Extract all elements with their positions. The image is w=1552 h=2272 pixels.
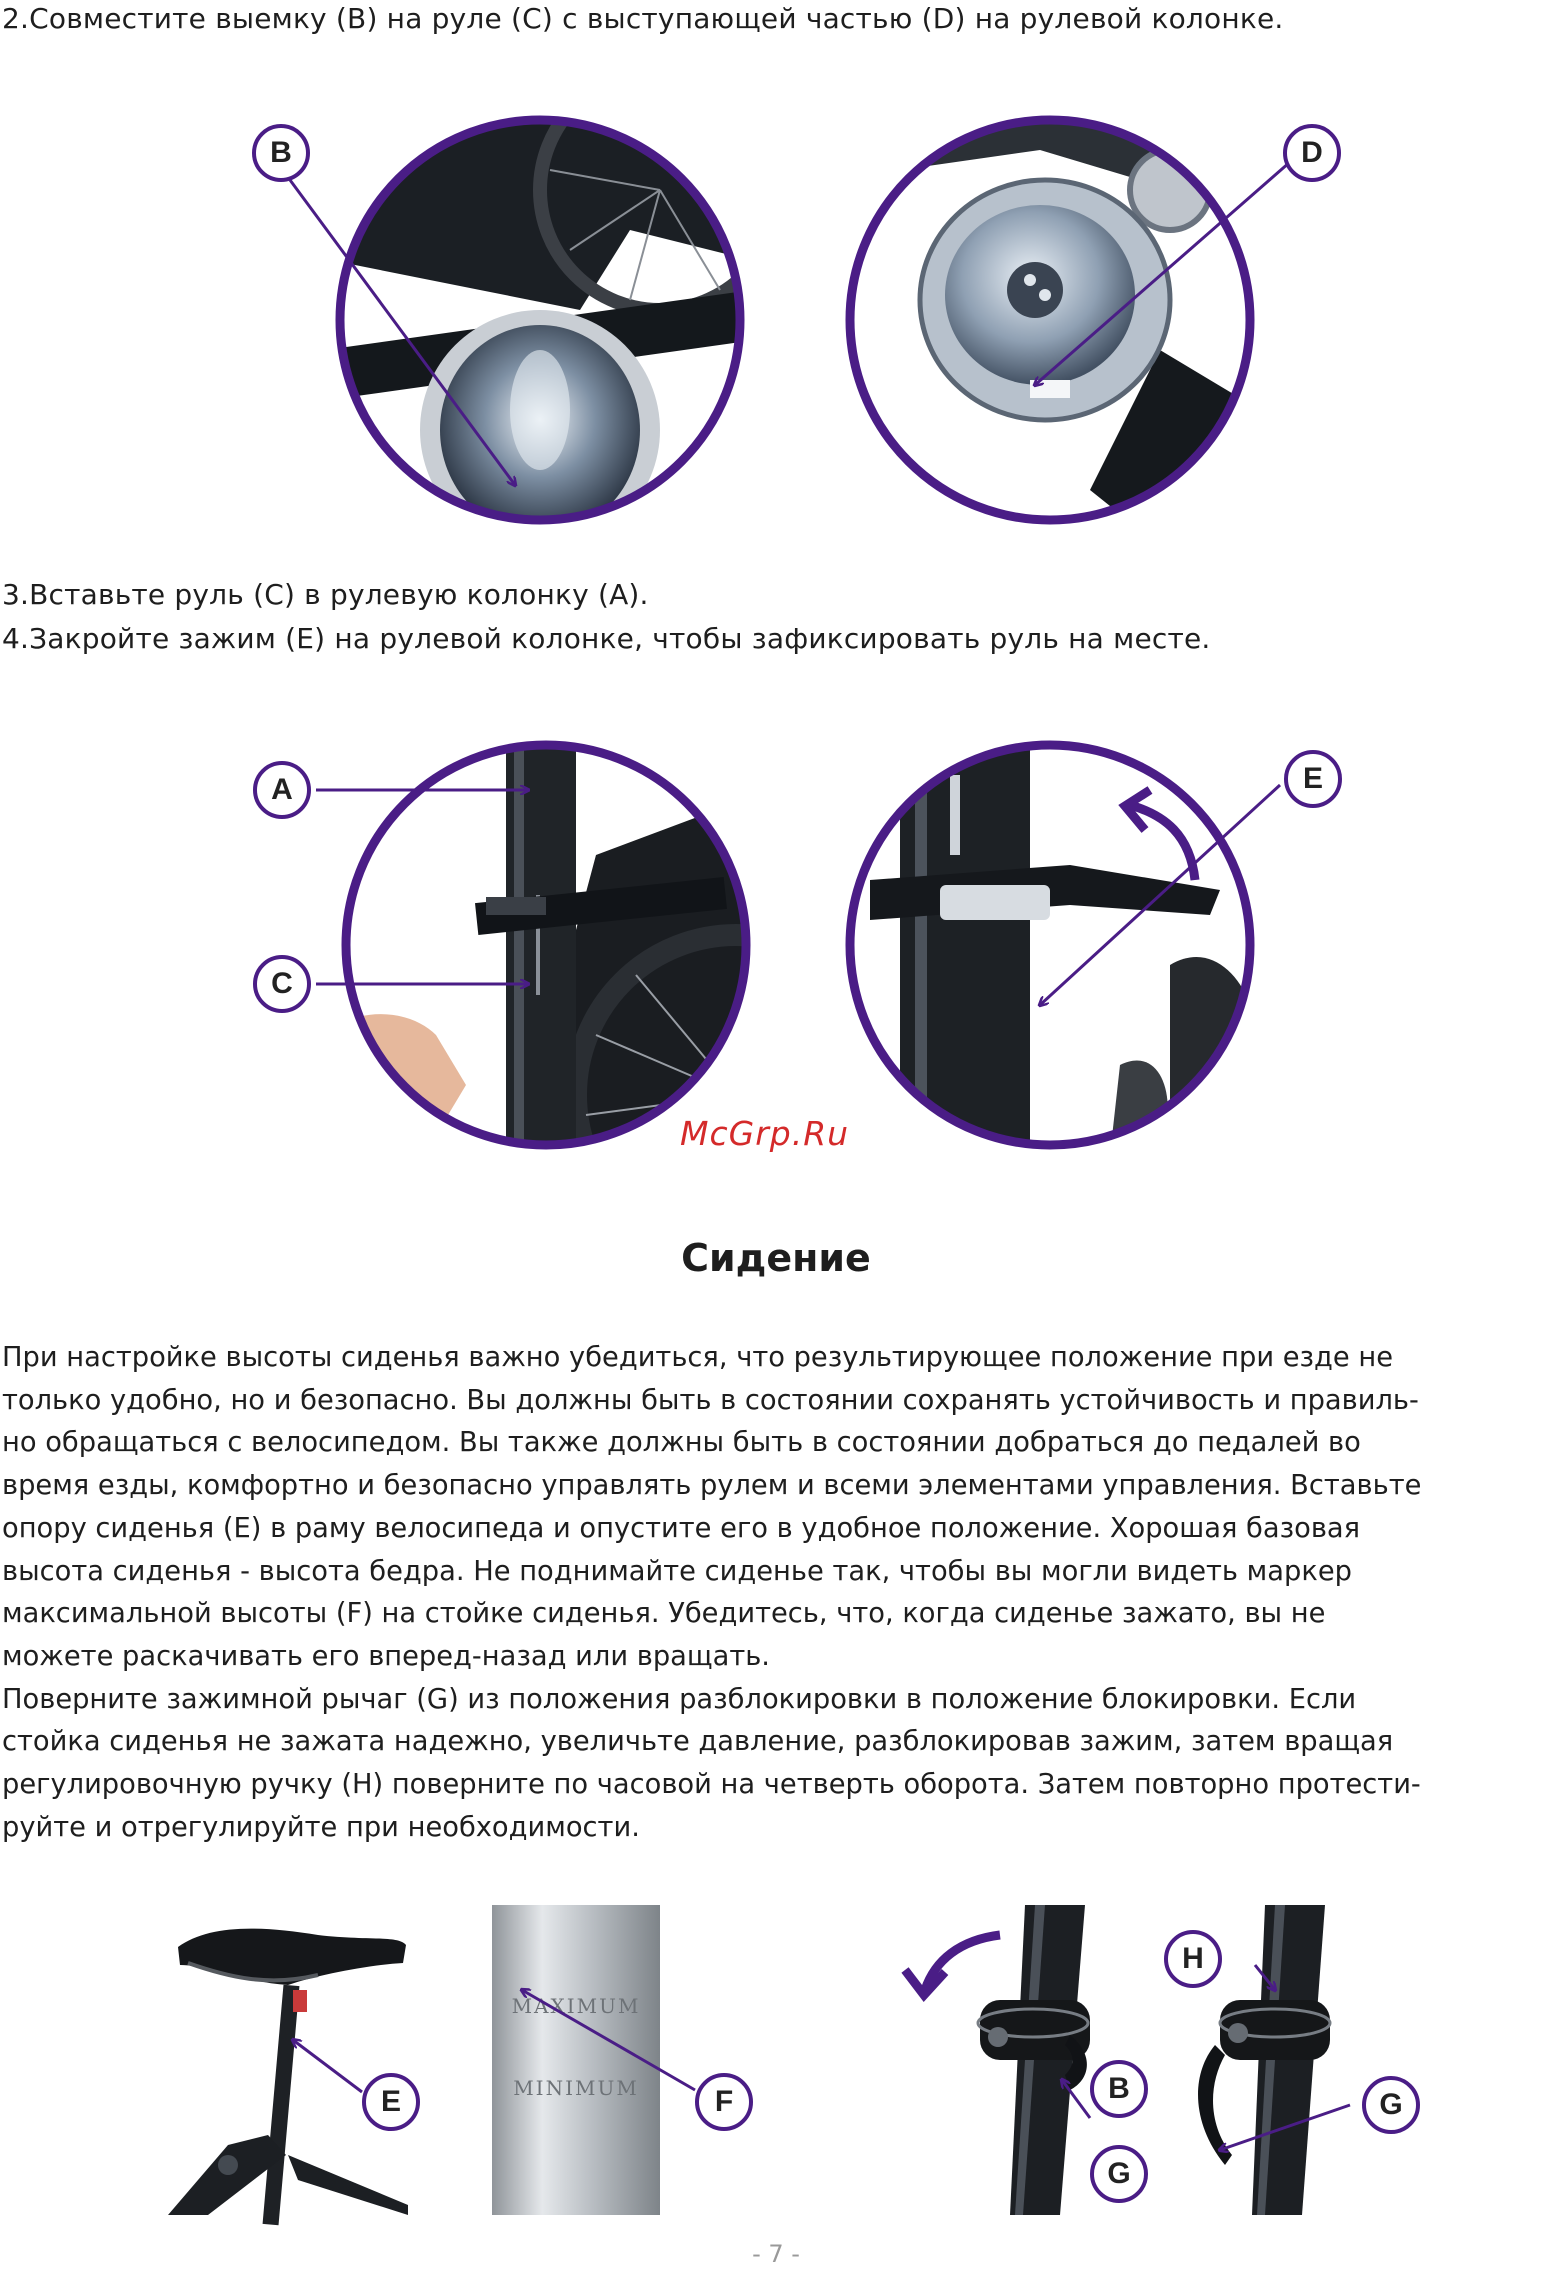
callout-clamp-g-right: G xyxy=(1362,2076,1420,2134)
paragraph-line: только удобно, но и безопасно. Вы должны быть в состоянии сохранять устойчивость и правиль- xyxy=(2,1384,1419,1416)
paragraph-line: но обращаться с велосипедом. Вы также должны быть в состоянии добраться до педалей во xyxy=(2,1427,1361,1459)
max-marking: MAXIMUM xyxy=(511,1994,641,2018)
callout-clamp-b: B xyxy=(1090,2060,1148,2118)
step-4-text: 4.Закройте зажим (E) на рулевой колонке, чтобы зафиксировать руль на месте. xyxy=(2,622,1211,655)
min-marking: MINIMUM xyxy=(513,2076,639,2100)
paragraph-line: максимальной высоты (F) на стойке сиденья. Убедитесь, что, когда сиденье зажато, вы не xyxy=(2,1598,1326,1630)
callout-a: A xyxy=(253,761,311,819)
callout-seat-e: E xyxy=(362,2073,420,2131)
paragraph-line: высота сиденья - высота бедра. Не поднимайте сиденье так, чтобы вы могли видеть маркер xyxy=(2,1555,1352,1587)
paragraph-line: стойка сиденья не зажата надежно, увеличьте давление, разблокировав зажим, затем вращая xyxy=(2,1726,1394,1758)
paragraph-line: время езды, комфортно и безопасно управлять рулем и всеми элементами управления. Вставьте xyxy=(2,1470,1422,1502)
callout-clamp-g-left: G xyxy=(1090,2145,1148,2203)
paragraph-line: регулировочную ручку (H) поверните по часовой на четверть оборота. Затем повторно протести- xyxy=(2,1769,1421,1801)
callout-b: B xyxy=(252,124,310,182)
callout-seat-f: F xyxy=(695,2073,753,2131)
callout-clamp-h: H xyxy=(1164,1930,1222,1988)
callout-e: E xyxy=(1284,750,1342,808)
page-number: - 7 - xyxy=(752,2240,800,2268)
step-3-text: 3.Вставьте руль (C) в рулевую колонку (A). xyxy=(2,578,649,611)
callout-d: D xyxy=(1283,124,1341,182)
step-2-text: 2.Совместите выемку (B) на руле (C) с выступающей частью (D) на рулевой колонке. xyxy=(2,2,1284,35)
callout-c: C xyxy=(253,955,311,1013)
paragraph-line: Поверните зажимной рычаг (G) из положения разблокировки в положение блокировки. Если xyxy=(2,1683,1357,1715)
watermark: McGrp.Ru xyxy=(680,1114,850,1153)
paragraph-line: При настройке высоты сиденья важно убедиться, что результирующее положение при езде не xyxy=(2,1342,1394,1373)
paragraph-line: опору сиденья (E) в раму велосипеда и опустите его в удобное положение. Хорошая базовая xyxy=(2,1512,1361,1544)
section-title: Сидение xyxy=(681,1236,871,1280)
paragraph-line: руйте и отрегулируйте при необходимости. xyxy=(2,1811,640,1843)
paragraph-line: можете раскачивать его вперед-назад или вращать. xyxy=(2,1640,770,1672)
